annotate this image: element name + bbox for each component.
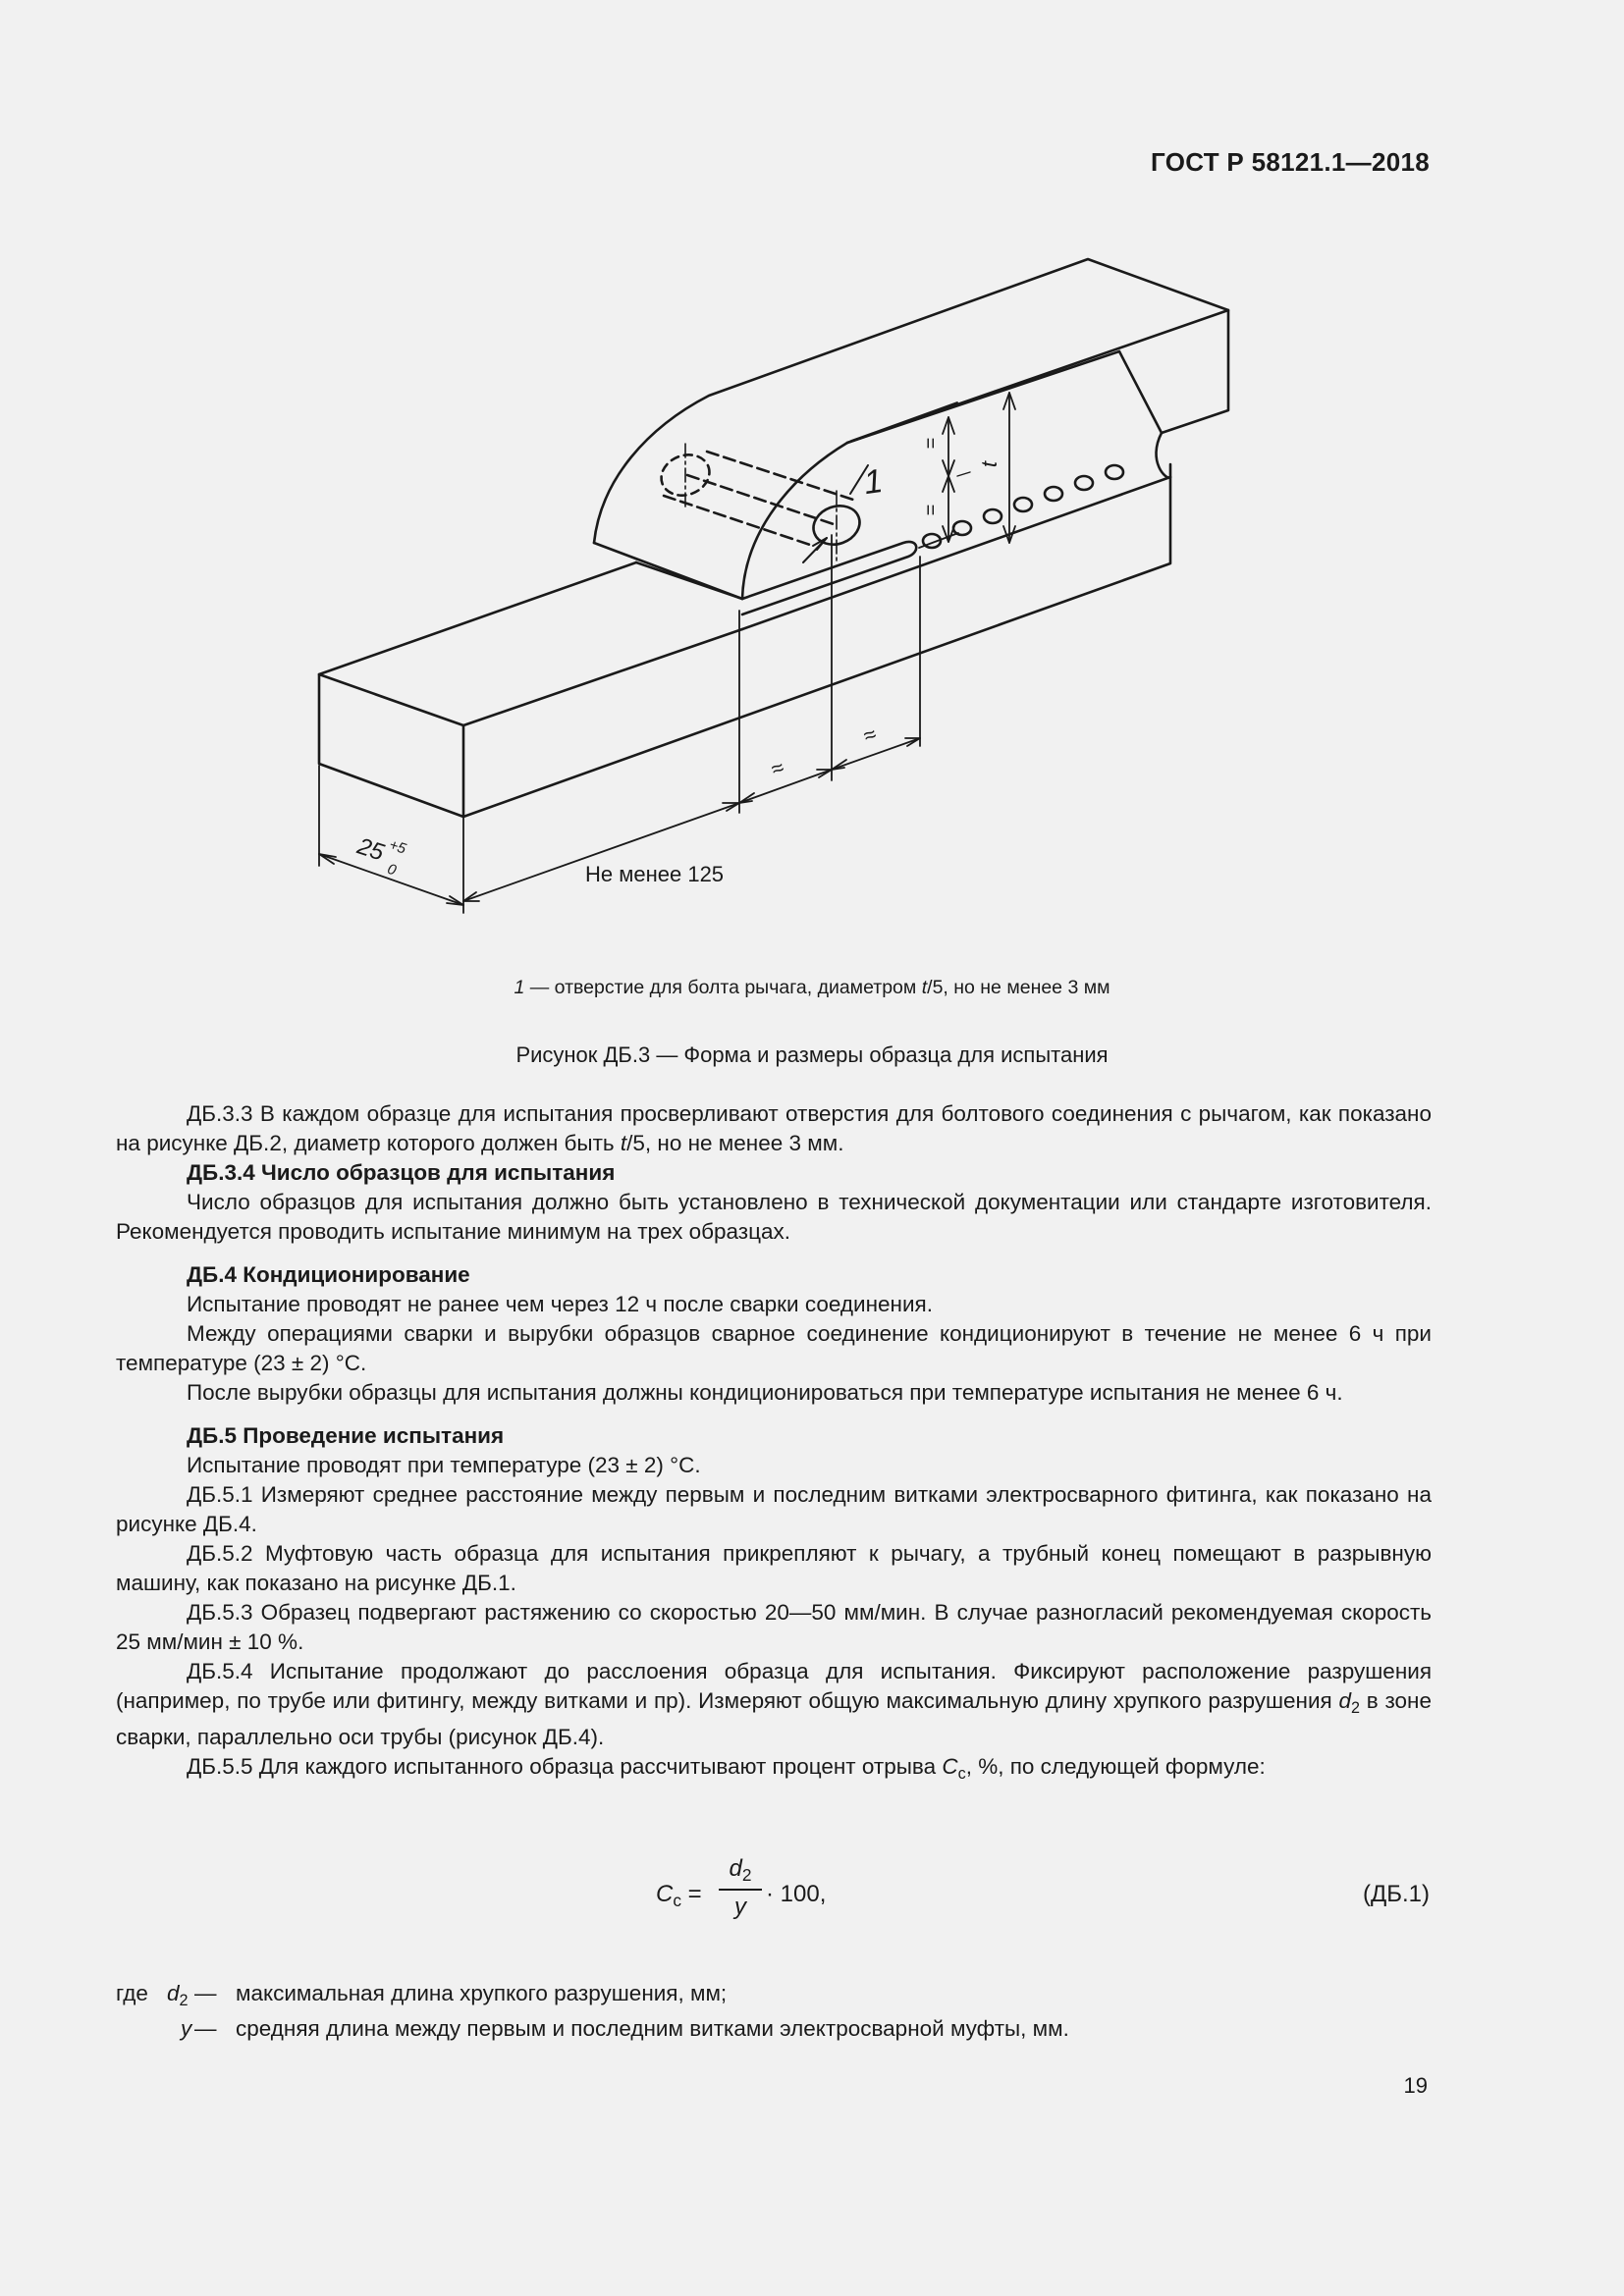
formula-numerator: $d_2$ xyxy=(729,1855,752,1886)
specimen-drawing xyxy=(0,0,1624,962)
equal-mark-lower: = xyxy=(920,504,943,516)
where-label: где xyxy=(116,1981,148,2005)
heading-db-4: ДБ.4 Кондиционирование xyxy=(187,1262,470,1287)
paragraph-db-5-2: ДБ.5.2 Муфтовую часть образца для испытания прикрепляют к рычагу, а трубный конец помещают в разрывную машину, как показано на рисунке ДБ.1. xyxy=(116,1541,1432,1595)
paragraph-db-5-3: ДБ.5.3 Образец подвергают растяжению со скоростью 20—50 мм/мин. В случае разногласий рекомендуемая скорость 25 мм/мин ± 10 %. xyxy=(116,1600,1432,1654)
width-tolerance-upper: +5 xyxy=(387,836,408,858)
paragraph-db-5-5: ДБ.5.5 Для каждого испытанного образца рассчитывают процент отрыва $С_с$, %, по следующей формуле: xyxy=(187,1753,1266,1783)
heading-db-3-4: ДБ.3.4 Число образцов для испытания xyxy=(187,1160,616,1185)
paragraph-conditioning-1: Испытание проводят не ранее чем через 12 ч после сварки соединения. xyxy=(187,1292,933,1316)
paragraph-sample-count: Число образцов для испытания должно быть установлено в технической документации или стандарте изготовителя. Рекомендуется проводить испытание минимум на трех образцах. xyxy=(116,1190,1432,1244)
body-text xyxy=(116,1099,1432,1789)
paragraph-db-3-3: ДБ.3.3 В каждом образце для испытания просверливают отверстия для болтового соединения с рычагом, как показано на рисунке ДБ.2, диаметр которого должен быть t/5, но не менее 3 мм. xyxy=(116,1101,1432,1155)
approx-mark-left: ≈ xyxy=(767,754,787,782)
paragraph-db-5-1: ДБ.5.1 Измеряют среднее расстояние между первым и последним витками электросварного фитинга, как показано на рисунке ДБ.4. xyxy=(116,1482,1432,1536)
where-y-symbol: y xyxy=(181,2016,192,2041)
paragraph-db-5-4: ДБ.5.4 Испытание продолжают до расслоения образца для испытания. Фиксируют расположение разрушения (например, по трубе или фитингу, между витками и пр). Измеряют общую максимальную длину хрупкого разрушения $d_2$ в зоне сварки, параллельно оси трубы (рисунок ДБ.4). xyxy=(116,1659,1432,1749)
fraction-bar xyxy=(719,1889,762,1891)
length-dimension-label: Не менее 125 xyxy=(585,862,725,886)
width-value: 25 xyxy=(353,832,388,867)
figure-legend: 1 — отверстие для болта рычага, диаметром t/5, но не менее 3 мм xyxy=(514,977,1110,998)
width-tolerance-lower: 0 xyxy=(385,860,399,880)
page-number: 19 xyxy=(1403,2073,1428,2098)
specimen-bar xyxy=(319,461,1170,817)
formula-rhs: · 100, xyxy=(766,1881,827,1907)
paragraph-test-temp: Испытание проводят при температуре (23 ± 2) °С. xyxy=(187,1453,701,1477)
formula-db-1 xyxy=(0,1855,1624,1934)
formula-fraction xyxy=(719,1855,762,1921)
heading-db-5: ДБ.5 Проведение испытания xyxy=(187,1423,505,1448)
where-d2-description: максимальная длина хрупкого разрушения, мм; xyxy=(236,1981,728,2005)
where-y-description: средняя длина между первым и последним витками электросварной муфты, мм. xyxy=(236,2016,1069,2041)
paragraph-conditioning-3: После вырубки образцы для испытания должны кондиционироваться при температуре испытания не менее 6 ч. xyxy=(187,1380,1343,1405)
thickness-label: t xyxy=(977,460,1002,468)
callout-number: 1 xyxy=(861,461,886,503)
length-dimensions xyxy=(319,535,920,913)
where-y-dash: — xyxy=(194,2016,217,2041)
figure-caption: Рисунок ДБ.3 — Форма и размеры образца для испытания xyxy=(515,1042,1109,1067)
equal-mark-upper: = xyxy=(920,437,943,450)
formula-lhs: $С_с$ = xyxy=(656,1881,702,1911)
standard-header: ГОСТ Р 58121.1—2018 xyxy=(1151,147,1430,177)
where-d2-dash: — xyxy=(194,1981,217,2005)
paragraph-conditioning-2: Между операциями сварки и вырубки образцов сварное соединение кондиционируют в течение не менее 6 ч при температуре (23 ± 2) °С. xyxy=(116,1321,1432,1375)
bolt-hole xyxy=(656,444,865,564)
formula-denominator: y xyxy=(734,1894,746,1921)
formula-number: (ДБ.1) xyxy=(1362,1881,1430,1907)
fitting-block xyxy=(594,259,1228,614)
where-d2-symbol: $d_2$ xyxy=(167,1981,189,2009)
approx-mark-right: ≈ xyxy=(859,721,880,749)
